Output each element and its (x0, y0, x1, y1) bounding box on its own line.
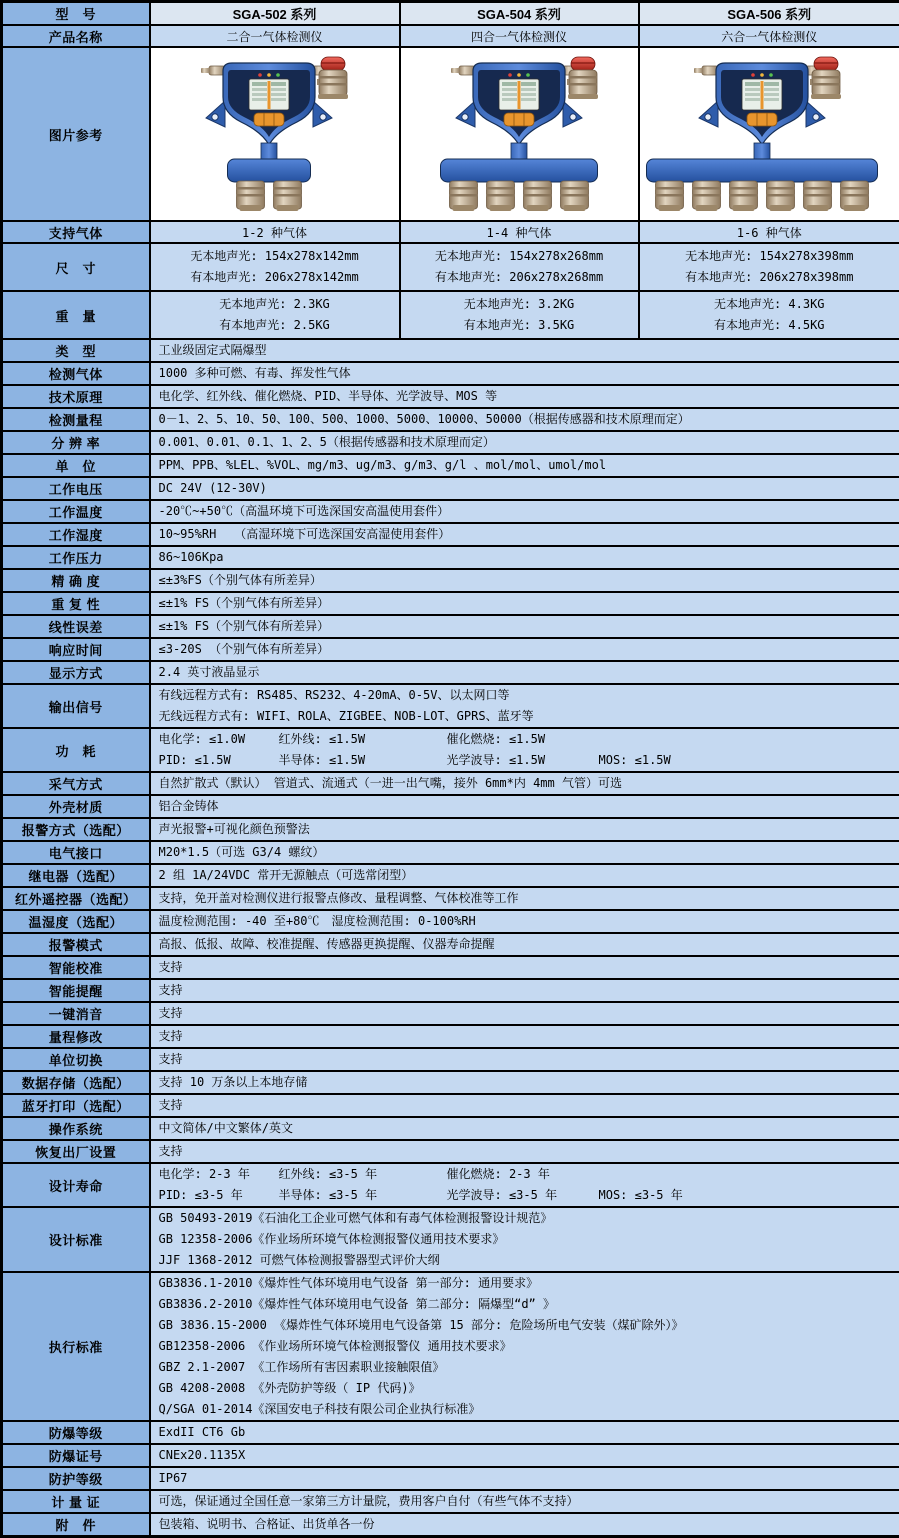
gases-2: 1-4 种气体 (400, 221, 639, 243)
spec-value-part: 红外线: ≤3-5 年 (279, 1164, 447, 1185)
spec-row-label: 显示方式 (2, 661, 150, 684)
spec-value-line: 支持 (159, 957, 899, 978)
spec-row (2, 1048, 899, 1071)
spec-row-label: 工作温度 (2, 500, 150, 523)
spec-value-line: 2 组 1A/24VDC 常开无源触点（可选常闭型） (159, 865, 899, 886)
product-name-row (2, 25, 899, 47)
supported-gases-row (2, 221, 899, 243)
spec-value-line: JJF 1368-2012 可燃气体检测报警器型式评价大纲 (159, 1250, 899, 1271)
row-label-gases: 支持气体 (2, 221, 150, 243)
spec-value-line: GB 12358-2006《作业场所环境气体检测报警仪通用技术要求》 (159, 1229, 899, 1250)
spec-row-label: 设计标准 (2, 1207, 150, 1272)
spec-value-line: GB 4208-2008 《外壳防护等级（ IP 代码)》 (159, 1378, 899, 1399)
spec-row-label: 工作压力 (2, 546, 150, 569)
gases-1: 1-2 种气体 (150, 221, 400, 243)
spec-row (2, 1421, 899, 1444)
spec-row (2, 979, 899, 1002)
spec-row-label: 检测量程 (2, 408, 150, 431)
spec-value-part: 电化学: 2-3 年 (159, 1164, 279, 1185)
spec-row (2, 592, 899, 615)
spec-row (2, 1490, 899, 1513)
spec-value-line: 支持 (159, 1003, 899, 1024)
spec-value-line: 1000 多种可燃、有毒、挥发性气体 (159, 363, 899, 384)
spec-value-part: PID: ≤3-5 年 (159, 1185, 279, 1206)
spec-row-label: 计 量 证 (2, 1490, 150, 1513)
spec-value-line: 0－1、2、5、10、50、100、500、1000、5000、10000、50000（根据传感器和技术原理而定） (159, 409, 899, 430)
spec-row-label: 执行标准 (2, 1272, 150, 1421)
spec-row (2, 772, 899, 795)
spec-row-label: 工作湿度 (2, 523, 150, 546)
spec-value-line: GB 3836.15-2000 《爆炸性气体环境用电气设备第 15 部分: 危险场所电气安装（煤矿除外）》 (159, 1315, 899, 1336)
weight-text: 有本地声光: 2.5KG (152, 315, 398, 336)
dimension-text: 无本地声光: 154x278x142mm (152, 246, 398, 267)
spec-row (2, 1444, 899, 1467)
spec-value-line: 中文简体/中文繁体/英文 (159, 1118, 899, 1139)
weight-row (2, 291, 899, 339)
weight-text: 无本地声光: 2.3KG (152, 294, 398, 315)
dimension-text: 有本地声光: 206x278x398mm (641, 267, 899, 288)
spec-row (2, 795, 899, 818)
spec-value-part: 催化燃烧: 2-3 年 (447, 1164, 599, 1185)
spec-value-part: 半导体: ≤1.5W (279, 750, 447, 771)
spec-row-label: 采气方式 (2, 772, 150, 795)
spec-value-line: GBZ 2.1-2007 《工作场所有害因素职业接触限值》 (159, 1357, 899, 1378)
spec-row-label: 防爆证号 (2, 1444, 150, 1467)
spec-row (2, 431, 899, 454)
spec-row-label: 蓝牙打印（选配） (2, 1094, 150, 1117)
spec-value-line: DC 24V (12-30V) (159, 478, 899, 499)
spec-row (2, 1094, 899, 1117)
product-name-1: 二合一气体检测仪 (150, 25, 400, 47)
dimension-text: 无本地声光: 154x278x268mm (402, 246, 637, 267)
spec-value-line: ≤3-20S （个别气体有所差异） (159, 639, 899, 660)
spec-row (2, 1025, 899, 1048)
model-name-sga506: SGA-506 系列 (639, 2, 899, 26)
spec-value-line: 可选，保证通过全国任意一家第三方计量院，费用客户自付（有些气体不支持） (159, 1491, 899, 1512)
detector-4-sensor-image (401, 55, 638, 213)
spec-value-part: 电化学: ≤1.0W (159, 729, 279, 750)
spec-value-part: PID: ≤1.5W (159, 750, 279, 771)
spec-value-line: 无线远程方式有: WIFI、ROLA、ZIGBEE、NOB-LOT、GPRS、蓝牙等 (159, 706, 899, 727)
spec-row-label: 输出信号 (2, 684, 150, 728)
spec-row (2, 1467, 899, 1490)
spec-row (2, 569, 899, 592)
spec-row-label: 一键消音 (2, 1002, 150, 1025)
dimensions-row (2, 243, 899, 291)
spec-row (2, 864, 899, 887)
spec-value-line: 支持 10 万条以上本地存储 (159, 1072, 899, 1093)
spec-value-part: 催化燃烧: ≤1.5W (447, 729, 599, 750)
weight-text: 有本地声光: 3.5KG (402, 315, 637, 336)
spec-row (2, 477, 899, 500)
spec-value-part: MOS: ≤3-5 年 (599, 1185, 683, 1206)
spec-row-label: 精 确 度 (2, 569, 150, 592)
row-label-image: 图片参考 (2, 47, 150, 221)
spec-value-line: 0.001、0.01、0.1、1、2、5（根据传感器和技术原理而定） (159, 432, 899, 453)
row-label-product-name: 产品名称 (2, 25, 150, 47)
model-name-sga502: SGA-502 系列 (150, 2, 400, 26)
product-name-3: 六合一气体检测仪 (639, 25, 899, 47)
spec-row (2, 910, 899, 933)
spec-value-line: 有线远程方式有: RS485、RS232、4-20mA、0-5V、以太网口等 (159, 685, 899, 706)
spec-row (2, 1207, 899, 1272)
spec-value-line: 声光报警+可视化颜色预警法 (159, 819, 899, 840)
spec-value-line: GB3836.1-2010《爆炸性气体环境用电气设备 第一部分: 通用要求》 (159, 1273, 899, 1294)
spec-value-line: 支持 (159, 1141, 899, 1162)
spec-value-line (159, 1185, 899, 1206)
spec-row-label: 线性误差 (2, 615, 150, 638)
spec-value-line: 10~95%RH （高湿环境下可选深国安高湿使用套件） (159, 524, 899, 545)
spec-row (2, 408, 899, 431)
product-name-2: 四合一气体检测仪 (400, 25, 639, 47)
spec-row-label: 检测气体 (2, 362, 150, 385)
spec-row (2, 500, 899, 523)
spec-value-line: 温度检测范围: -40 至+80℃ 湿度检测范围: 0-100%RH (159, 911, 899, 932)
spec-value-line (159, 1164, 899, 1185)
spec-row-label: 类 型 (2, 339, 150, 362)
spec-row-label: 报警方式（选配） (2, 818, 150, 841)
spec-row-label: 防爆等级 (2, 1421, 150, 1444)
spec-row (2, 339, 899, 362)
spec-row-label: 附 件 (2, 1513, 150, 1537)
row-label-weight: 重 量 (2, 291, 150, 339)
spec-value-line: 2.4 英寸液晶显示 (159, 662, 899, 683)
spec-row (2, 1272, 899, 1421)
model-name-sga504: SGA-504 系列 (400, 2, 639, 26)
spec-value-line: GB12358-2006 《作业场所环境气体检测报警仪 通用技术要求》 (159, 1336, 899, 1357)
spec-value-part: 光学波导: ≤3-5 年 (447, 1185, 599, 1206)
spec-value-line: 包装箱、说明书、合格证、出货单各一份 (159, 1514, 899, 1535)
row-label-model: 型 号 (2, 2, 150, 26)
spec-row-label: 单 位 (2, 454, 150, 477)
spec-row (2, 1140, 899, 1163)
gases-3: 1-6 种气体 (639, 221, 899, 243)
spec-value-line: 铝合金铸体 (159, 796, 899, 817)
spec-value-line: IP67 (159, 1468, 899, 1489)
spec-value-part: 半导体: ≤3-5 年 (279, 1185, 447, 1206)
spec-row (2, 362, 899, 385)
spec-row (2, 523, 899, 546)
spec-value-line (159, 750, 899, 771)
dimension-text: 无本地声光: 154x278x398mm (641, 246, 899, 267)
spec-value-line: 支持 (159, 1049, 899, 1070)
dimension-text: 有本地声光: 206x278x142mm (152, 267, 398, 288)
weight-text: 无本地声光: 4.3KG (641, 294, 899, 315)
spec-value-line (159, 729, 899, 750)
spec-value-line: 工业级固定式隔爆型 (159, 340, 899, 361)
spec-value-line: 支持 (159, 1026, 899, 1047)
spec-row-label: 单位切换 (2, 1048, 150, 1071)
spec-row-label: 温湿度（选配） (2, 910, 150, 933)
spec-row (2, 385, 899, 408)
spec-row-label: 设计寿命 (2, 1163, 150, 1207)
detector-2-sensor-image (151, 55, 399, 213)
spec-value-line: CNEx20.1135X (159, 1445, 899, 1466)
spec-row (2, 1117, 899, 1140)
spec-value-line: ≤±1% FS（个别气体有所差异） (159, 616, 899, 637)
spec-row-label: 功 耗 (2, 728, 150, 772)
spec-row (2, 1513, 899, 1537)
detector-6-sensor-image (640, 55, 899, 213)
spec-row (2, 956, 899, 979)
spec-row-label: 红外遥控器（选配） (2, 887, 150, 910)
spec-row (2, 454, 899, 477)
spec-value-line: M20*1.5（可选 G3/4 螺纹） (159, 842, 899, 863)
spec-value-line: 86~106Kpa (159, 547, 899, 568)
spec-row-label: 智能提醒 (2, 979, 150, 1002)
spec-row (2, 933, 899, 956)
spec-row (2, 1002, 899, 1025)
spec-value-line: 自然扩散式（默认） 管道式、流通式（一进一出气嘴，接外 6mm*内 4mm 气管）可选 (159, 773, 899, 794)
spec-row (2, 818, 899, 841)
weight-text: 无本地声光: 3.2KG (402, 294, 637, 315)
spec-row (2, 638, 899, 661)
spec-value-line: -20℃~+50℃（高温环境下可选深国安高温使用套件） (159, 501, 899, 522)
spec-value-part: 光学波导: ≤1.5W (447, 750, 599, 771)
spec-row-label: 外壳材质 (2, 795, 150, 818)
spec-value-part: MOS: ≤1.5W (599, 750, 671, 771)
spec-row-label: 量程修改 (2, 1025, 150, 1048)
spec-value-line: GB3836.2-2010《爆炸性气体环境用电气设备 第二部分: 隔爆型“d” 》 (159, 1294, 899, 1315)
spec-row (2, 661, 899, 684)
spec-value-line: GB 50493-2019《石油化工企业可燃气体和有毒气体检测报警设计规范》 (159, 1208, 899, 1229)
weight-text: 有本地声光: 4.5KG (641, 315, 899, 336)
spec-row (2, 1163, 899, 1207)
image-row (2, 47, 899, 221)
spec-row (2, 728, 899, 772)
spec-row-label: 防护等级 (2, 1467, 150, 1490)
spec-row-label: 操作系统 (2, 1117, 150, 1140)
spec-row (2, 615, 899, 638)
spec-row-label: 响应时间 (2, 638, 150, 661)
spec-value-line: 高报、低报、故障、校准提醒、传感器更换提醒、仪器寿命提醒 (159, 934, 899, 955)
row-label-dimensions: 尺 寸 (2, 243, 150, 291)
spec-row-label: 继电器（选配） (2, 864, 150, 887)
spec-value-line: 电化学、红外线、催化燃烧、PID、半导体、光学波导、MOS 等 (159, 386, 899, 407)
spec-row (2, 841, 899, 864)
spec-value-line: 支持 (159, 980, 899, 1001)
spec-row-label: 报警模式 (2, 933, 150, 956)
spec-row-label: 电气接口 (2, 841, 150, 864)
spec-row-label: 恢复出厂设置 (2, 1140, 150, 1163)
dimension-text: 有本地声光: 206x278x268mm (402, 267, 637, 288)
spec-row (2, 1071, 899, 1094)
spec-row (2, 684, 899, 728)
spec-row-label: 重 复 性 (2, 592, 150, 615)
spec-row-label: 技术原理 (2, 385, 150, 408)
spec-row-label: 分 辨 率 (2, 431, 150, 454)
spec-value-line: ≤±1% FS（个别气体有所差异） (159, 593, 899, 614)
header-row (2, 2, 899, 26)
spec-value-line: ≤±3%FS（个别气体有所差异） (159, 570, 899, 591)
spec-value-part: 红外线: ≤1.5W (279, 729, 447, 750)
spec-row-label: 数据存储（选配） (2, 1071, 150, 1094)
spec-row-label: 工作电压 (2, 477, 150, 500)
spec-value-line: 支持，免开盖对检测仪进行报警点修改、量程调整、气体校准等工作 (159, 888, 899, 909)
spec-value-line: 支持 (159, 1095, 899, 1116)
spec-row (2, 546, 899, 569)
spec-row (2, 887, 899, 910)
spec-row-label: 智能校准 (2, 956, 150, 979)
spec-value-line: Q/SGA 01-2014《深国安电子科技有限公司企业执行标准》 (159, 1399, 899, 1420)
spec-value-line: PPM、PPB、%LEL、%VOL、mg/m3、ug/m3、g/m3、g/l 、mol/mol、umol/mol (159, 455, 899, 476)
spec-value-line: ExdII CT6 Gb (159, 1422, 899, 1443)
